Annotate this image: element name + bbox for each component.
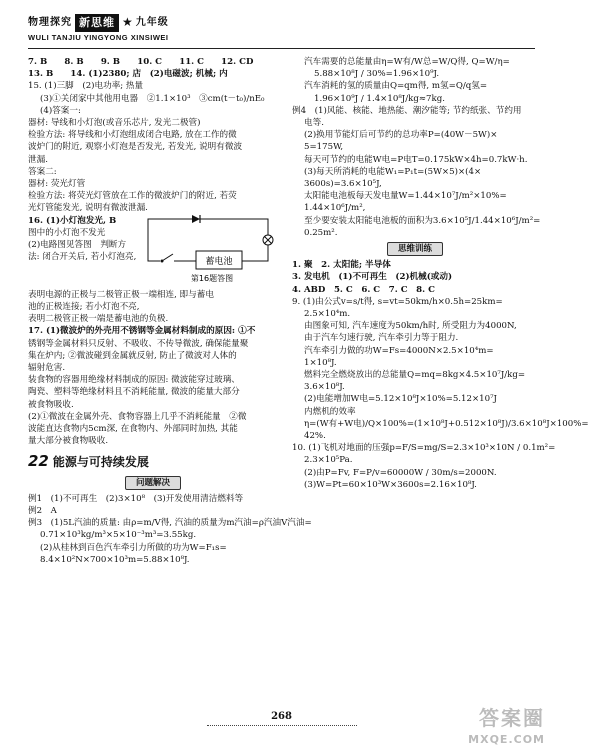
lamp-icon [263,235,273,245]
answer-line: (2)电能增加W电=5.12×10⁸J×10%=5.12×10⁷J [304,394,497,405]
answer-line: 0.71×10³kg/m³×5×10⁻³m³=3.55kg. [40,530,197,541]
answer-line: (3)W=Pt=60×10³W×3600s=2.16×10⁸J. [304,479,477,490]
diode-icon [192,215,200,223]
answer-line: 由图象可知, 汽车速度为50km/h时, 所受阻力为4000N, [304,321,517,332]
answer-line: 3600s)=3.6×10⁵J, [304,179,382,190]
answer-line: 5.88×10⁸J / 30%=1.96×10⁹J. [314,69,440,80]
header-title [28,14,268,32]
header-grade: 九年级 [135,16,169,28]
answer-line: 4. ABD 5. C 6. C 7. C 8. C [292,284,435,295]
answer-line: 3.6×10⁸J. [304,382,345,393]
answer-line: 表明二极管正极一端是蓄电池的负极. [28,314,169,325]
answer-line: 至少要安装太阳能电池板的面积为3.6×10⁵J/1.44×10⁶J/m²= [304,215,541,226]
star-icon: ★ [122,15,134,30]
battery-label: 蓄电池 [205,256,233,267]
question-16-block [28,215,278,289]
answer-line: (3)每天所消耗的电能W₁=P₁t=(5W×5)×(4× [304,166,482,177]
answer-line: 例1 (1)不可再生 (2)3×10⁸ (3)开发使用清洁燃料等 [28,493,244,504]
section-number: 22 [28,452,49,471]
answer-line: (2)从桂林到百色汽车牵引力所做的功为W=F₁s= [40,542,227,553]
answer-line: 波炉门的附近, 观察小灯泡是否发光, 若发光, 说明有微波 [28,142,243,153]
page-number: 268 [271,711,292,722]
answer-line: 陶瓷、塑料等绝缘材料且不消耗能量, 微波的能量大部分 [28,387,240,398]
answer-line: 汽车需要的总能量由η=W有/W总=W/Q得, Q=W/η= [304,57,510,67]
answer-line: 每天可节约的电能W电=P电T=0.175kW×4h=0.7kW·h. [304,154,528,165]
answer-line: (2)①微波在金属外壳、食物容器上几乎不消耗能量 ②微 [28,411,247,422]
answer-line: 2.3×10⁵Pa. [304,455,353,466]
header-brand: 新思维 [75,14,119,32]
answer-line: 7. B 8. B 9. B 10. C 11. C 12. CD [28,57,254,67]
answer-line: 检验方法: 将导线和小灯泡组成闭合电路, 放在工作的微 [28,130,237,141]
circuit-diagram [140,215,275,289]
answer-line: 波能直达食物内5cm深, 在食物内、外部同时加热, 其能 [28,424,238,435]
answer-line: 汽车消耗的氢的质量由Q=qm得, m氢=Q/q氢= [304,81,488,92]
answer-line: 2.5×10⁴m. [304,308,351,319]
section-name: 能源与可持续发展 [52,454,149,469]
header-divider [28,48,535,49]
answer-line: 答案二: [28,166,57,177]
answer-line: (2)由P=Fv, F=P/v=60000W / 30m/s=2000N. [304,467,497,478]
answer-line: 汽车牵引力做的功W=Fs=4000N×2.5×10⁴m= [304,345,494,356]
answer-line: 光灯管能发光, 说明有微波泄漏. [28,203,148,214]
answer-line: 3. 发电机 (1)不可再生 (2)机械(或动) [292,272,453,283]
answer-line: 器材: 荧光灯管 [28,179,86,190]
answer-line: 辐射危害. [28,363,66,374]
answer-line: 8.4×10²N×700×10³m=5.88×10⁸J. [40,554,190,565]
answer-line: (2)电路图见答图 判断方 [28,240,127,251]
watermark-logo: 答案圈 MXQE.COM [468,706,545,747]
page-header [28,14,268,46]
answer-line: 被食物吸收. [28,399,74,410]
header-english-title: WULI TANJIU YINGYONG XINSIWEI [28,32,169,42]
answer-line: (2)换用节能灯后可节约的总功率P=(40W－5W)× [304,130,498,141]
answer-line: 13. B 14. (1)2380; 店 (2)电磁波; 机械; 内 [28,69,228,80]
footer-divider [207,725,357,726]
section-title [28,451,278,472]
answer-line: 42%. [304,430,326,441]
answer-line: 装食物的容器用绝缘材料制成的原因: 微波能穿过玻璃、 [28,375,240,386]
answer-line: 1.44×10⁶J/m², [304,203,366,214]
answer-line: 法: 闭合开关后, 若小灯泡亮, [28,252,137,263]
answer-line: 1×10⁸J. [304,357,337,368]
answer-line: 集在炉内; ②微波碰到金属就反射, 防止了微波对人体的 [28,350,237,361]
answer-line: 10. (1)飞机对地面的压强p=F/S=mg/S=2.3×10³×10N / 0.1m²= [292,443,556,454]
answer-line: 内燃机的效率 [304,406,356,417]
answer-line: 检验方法: 将荧光灯管放在工作的微波炉门的附近, 若荧 [28,191,237,202]
answer-line: 表明电源的正极与二极管正极一端相连, 即与蓄电 [28,289,214,300]
answer-line: 15. (1)三脚 (2)电功率; 热量 [28,81,144,92]
answer-line: 器材: 导线和小灯泡(或音乐芯片, 发光二极管) [28,118,201,129]
problem-solving-banner: 问题解决 [28,476,278,490]
answer-line: 例4 (1)风能、核能、地热能、潮汐能等; 节约纸张、节约用 [292,105,522,116]
header-title-prefix: 物理探究 [28,16,72,28]
answer-line: 1.96×10⁹J / 1.4×10⁸J/kg≈7kg. [314,93,445,104]
answer-line: (4)答案一: [40,105,81,116]
answer-line: 锈钢等金属材料只反射、不吸收、不传导微波, 确保能量聚 [28,338,249,349]
right-column [292,56,589,491]
circuit-caption: 第16题答图 [190,273,234,283]
switch-icon [160,254,174,265]
answer-line: 9. (1)由公式v=s/t得, s=vt=50km/h×0.5h=25km= [292,296,503,307]
answer-line: 图中的小灯泡不发光 [28,227,106,238]
answer-line: 16. (1)小灯泡发光, B [28,215,117,226]
answer-line: 池的正极连接; 若小灯泡不亮, [28,302,140,313]
answer-line: 燃料完全燃烧放出的总能量Q=mq=8kg×4.5×10⁷J/kg= [304,369,526,380]
answer-line: 1. 聚 2. 太阳能; 半导体 [292,260,391,271]
answer-line: (3)①关闭家中其他用电器 ②1.1×10³ ③cm(t－t₀)/nE₀ [40,93,265,104]
answer-line: 泄漏. [28,154,48,165]
thinking-training-banner: 思维训练 [292,242,538,256]
answer-line: 太阳能电池板每天发电量W=1.44×10⁷J/m²×10%= [304,191,507,202]
answer-line: 量大部分被食物吸收. [28,436,109,447]
answer-line: 17. (1)微波炉的外壳用不锈钢等金属材料制成的原因: ①不 [28,326,256,337]
answer-line: 例3 (1)5L汽油的质量: 由ρ=m/V得, 汽油的质量为m汽油=ρ汽油V汽油= [28,518,312,529]
answer-line: 0.25m². [304,227,338,238]
left-column [28,56,312,566]
answer-line: 5=175W, [304,142,344,153]
answer-line: 电等. [304,118,324,129]
answer-line: η=(W有+W电)/Q×100%=(1×10⁸J+0.512×10⁸J)/3.6×10⁸J×100%= [304,418,589,429]
answer-line: 由于汽车匀速行驶, 汽车牵引力等于阻力. [304,333,459,344]
answer-line: 例2 A [28,506,57,517]
